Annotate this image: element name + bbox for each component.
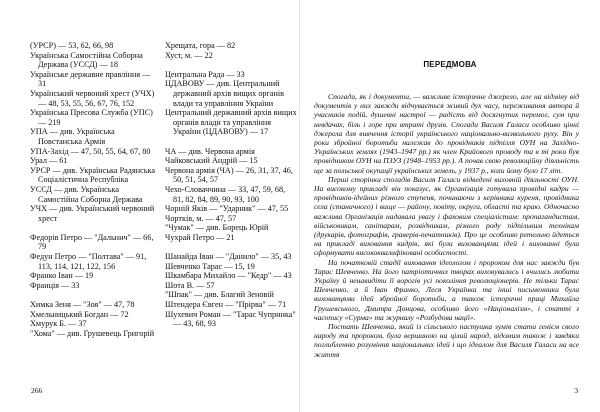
index-entry: Чортків, м. — 47, 57 [165, 213, 237, 223]
index-entry: Українське державне правління — 31 [30, 69, 151, 89]
preface-page [300, 0, 600, 412]
index-entry: ЦДАВОВУ — див. Центральний державний архів вищих органів влади та управління України [165, 79, 285, 108]
index-entry: Центральний державний архів вищих органів влади та управління України (ЦДАВОВУ) — 17 [165, 108, 297, 137]
index-entry: Центральна Рада — 33 [165, 69, 245, 79]
index-entry: Франко Іван — 19 [30, 271, 94, 281]
index-entry: Шкамбара Михайло — "Кедр" — 43 [165, 271, 292, 281]
index-entry: Шанайда Іван — "Данило" — 35, 43 [165, 252, 292, 262]
paragraph: На початковій стадії виховання ідеологом і пророком для нас завжди був Тарас Шевченко. На його патріотичних творах виховувались і вчились любити Україну й ненавидіти її ворогів усі покоління революціонерів. Не тільки Тарас Шевченко, а й Іван Франко, Леся Українка та інші письменники були вихованцями ідей збройної боротьби, а також історичні праці Михайла Грушевського, Дмитра Донцова, особливо його «Націоналізм», і статті з часопису «Сурма» та журналу «Розбудова нації». [314, 257, 579, 322]
paragraph: Спогади, як і документи, — важливе історичне джерело, але на відміну від документів у них завжди відчувається живий дух часу, переживання автора й учасників подій, душевні настрої — радість від досягнутих перемог, сум при невдачах, біль і горе при втраті друзів. Спогади Василя Галаси особливо цінні джерела для вивчення історії українського національно-визвольного руху. Він у роки збройної боротьби належав до провідників підпілля ОУН на Західно-Українських землях (1943–1947 рр.) як член Крайового проводу та в ті роки був провідником ОУН на ПЗУЗ (1948–1953 рр.). А почав свою революційну діяльність ще за польської окупації українських земель, у 1937 р., коли йому було 17 літ. [314, 92, 579, 175]
section-gap [165, 137, 297, 147]
index-entry: "Чумак" — див. Борець Юрій [165, 223, 269, 233]
index-entry: Чехо-Словаччина — 33, 47, 59, 68, 81, 82, 84, 89, 90, 93, 100 [165, 184, 286, 204]
index-entry: Урал — 61 [30, 156, 68, 166]
page-title: ПЕРЕДМОВА [423, 60, 477, 69]
index-entry: ЧА — див. Червона армія [165, 146, 255, 156]
index-entry: Шевченко Тарас — 15, 19 [165, 261, 255, 271]
paragraph: Постать Шевченка, який із сільського пастушка зумів стати генієм свого народу та пророком, була вершиною на цілий народ, відомим також і завдяки поглибленню розуміння національних ідей і що ідеалом для Василя Галаси на все життя [314, 322, 579, 359]
index-column-right [165, 41, 297, 329]
index-entry: Хмурук Б. — 37 [30, 319, 87, 329]
index-entry: Шота В. — 57 [165, 280, 215, 290]
index-entry: Чухрай Петро — 21 [165, 232, 235, 242]
index-entry: УПА-Захід — 47, 50, 55, 64, 67, 80 [30, 146, 151, 156]
index-entry: УССД — див. Українська Самостійна Соборна Держава [30, 184, 143, 204]
index-entry: Федорів Петро — "Дальнич" — 66, 79 [30, 232, 154, 252]
paragraph: Перші сторінки спогадів Василя Галаси відведені виховній діяльності ОУН. На високому прикладі він показує, як Організація готувала провідні кадри — провідників-ідейних різного ступеня, починаючи з керівника куреня, провідника села (станичного) і вище — району, повіту, округи, області та краю. Одночасно важлива Організація надавала увагу і фаховим спеціалістам: пропагандистам, військовикам, санітарам, розвідникам, різного роду підпільним технікам (друкарів, фотографів, граверів-печатників). Про це особливо ретельно йдеться на прикладі виховання кадрів, які були вихованцями ідей і вихованні були сформувати висококвалифіковані особистості. [314, 174, 579, 258]
index-entry: Хрещата, гора — 82 [165, 41, 236, 50]
index-column-left [30, 41, 160, 338]
index-entry: Українська Пресова Служба (УПС) — 219 [30, 108, 153, 127]
preface-body [314, 92, 579, 359]
page-number: 3 [574, 386, 578, 395]
index-entry: Український червоний хрест (УЧХ) — 48, 53, 55, 56, 67, 76, 152 [30, 88, 155, 108]
index-entry: (УРСР) — 53, 62, 66, 98 [30, 41, 114, 50]
index-entry: Українська Самостійна Соборна Держава (УССД) — 18 [30, 50, 143, 70]
index-entry: Чайковський Андрій — 15 [165, 156, 258, 166]
index-entry: Химка Зеня — "Зоя" — 47, 78 [30, 300, 135, 310]
index-entry: УЧХ — див. Український червоний хрест [30, 204, 155, 223]
section-gap [30, 290, 160, 300]
index-entry: Федун Петро — "Полтава" — 91, 113, 114, 121, 122, 156 [30, 252, 147, 271]
section-gap [30, 223, 160, 233]
section-gap [165, 242, 297, 252]
index-entry: Чорній Яків — "Ударник" — 47, 55 [165, 204, 289, 214]
index-entry: Червона армія (ЧА) — 26, 31, 37, 46, 50, 51, 54, 57 [165, 165, 293, 185]
index-entry: Штендера Євген — "Прірва" — 71 [165, 300, 287, 310]
index-entry: УПА — див. Українська Повстанська Армія [30, 127, 115, 146]
section-gap [165, 60, 297, 70]
index-entry: Шухевич Роман — "Тарас Чупринка" — 43, 68, 93 [165, 309, 296, 329]
page-number: 266 [31, 386, 43, 395]
index-entry: Франція — 33 [30, 280, 80, 290]
index-entry: "Шпак" — див. Благий Зеновій [165, 290, 274, 300]
index-entry: Хуст, м. — 22 [165, 50, 213, 60]
index-entry: Хмельницький Богдан — 72 [30, 309, 129, 319]
index-entry: УРСР — див. Українська Радянська Соціалістична Республіка [30, 165, 155, 185]
index-entry: "Хома" — див. Грушевець Григорій [30, 328, 155, 338]
